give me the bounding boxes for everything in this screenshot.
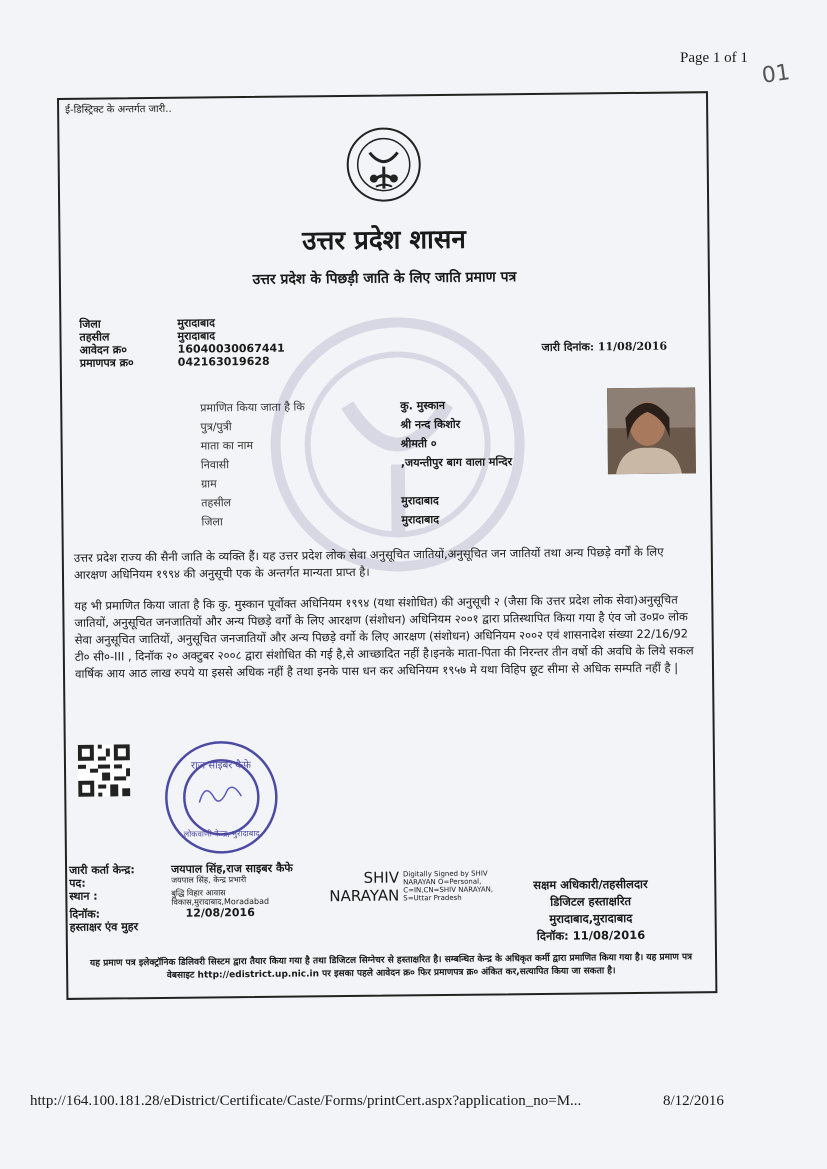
info-value: 16040030067441	[177, 341, 285, 356]
issue-date-label: जारी दिनांक:	[541, 340, 595, 354]
info-label: आवेदन क्र०	[79, 343, 128, 357]
issuer-row	[69, 862, 293, 877]
detail-value: श्रीमती ०	[400, 437, 437, 451]
authority-date-value: 11/08/2016	[572, 927, 646, 943]
issuer-sign-label: हस्ताक्षर एंव मुहर	[69, 920, 139, 934]
issuer-center-label: जारी कर्ता केन्द्र:	[69, 863, 135, 877]
info-label: जिला	[79, 317, 101, 331]
info-label: प्रमाणपत्र क्र०	[79, 356, 134, 370]
qr-code-icon	[78, 744, 131, 797]
signer-name-line: NARAYAN	[329, 886, 400, 906]
issue-date-value: 11/08/2016	[597, 339, 668, 354]
issuer-row	[69, 888, 293, 908]
detail-label: निवासी	[200, 458, 230, 472]
detail-value: मुरादाबाद	[401, 513, 440, 527]
certificate-frame	[57, 91, 717, 1000]
authority-title: सक्षम अधिकारी/तहसीलदार	[533, 876, 648, 893]
issuer-place-value	[171, 888, 269, 907]
certification-paragraph: यह भी प्रमाणित किया जाता है कि कु. मुस्कान पूर्वोक्त अधिनियम १९९४ (यथा संशोधित) की अनुसूची २ (जैसा कि उत्तर प्रदेश लोक सेवा)अनुसूचित जातियों, अनुसूचित जनजातियों और अन्य पिछड़े वर्गों के लिए आरक्षण (संशोधन) अधिनियम २००१ द्वारा प्रतिस्थापित किया गया है एंव जो उ०प्र० लोक सेवा अनुसूचित जातियों, अनुसूचित जनजातियों और अन्य पिछड़े वर्गो के लिए आरक्षण (संशोधन) अधिनियम २००२ एवं शासनादेश संख्या 22/16/92 टी० सी०-III , दिनॉक २० अक्टुबर २००८ द्वारा संशोधित की गई है,से आच्छादित नहीं है।इनके माता-पिता की निरन्तर तीन वर्षो की अवधि के लिये सकल वार्षिक आय आठ लाख रुपये या इससे अधिक नहीं है तथा इनके पास धन कर अधिनियम १९५७ मे यथा विहिप छूट सीमा से अधिक सम्पति नहीं है |	[74, 592, 694, 681]
print-date: 8/12/2016	[663, 1093, 724, 1109]
detail-label: ग्राम	[200, 477, 217, 491]
up-emblem-icon	[345, 126, 422, 203]
detail-label: माता का नाम	[200, 438, 254, 453]
detail-value: मुरादाबाद	[401, 494, 439, 508]
handwritten-number: 01	[760, 60, 792, 89]
applicant-photo	[607, 387, 696, 474]
authority-date-label: दिनॉक:	[536, 928, 569, 944]
detail-label: जिला	[201, 515, 223, 529]
detail-value: ,जयन्तीपुर बाग वाला मन्दिर	[400, 455, 513, 470]
detail-label: तहसील	[201, 496, 232, 510]
caste-statement-paragraph: उत्तर प्रदेश राज्य की सैनी जाति के व्यक्ति हैं। यह उत्तर प्रदेश लोक सेवा अनुसूचित जातियों,अनुसूचित जन जातियों तथा अन्य पिछड़े वर्गों के लिए आरक्षण अधिनियम १९९४ की अनुसूची एक के अन्तर्गत मान्यता प्राप्त है।	[73, 544, 664, 582]
issuer-place-label: स्थान :	[69, 889, 98, 903]
authority-digital-sign: डिजिटल हस्ताक्षरित	[550, 894, 632, 909]
issuer-row	[70, 919, 294, 934]
print-url: http://164.100.181.28/eDistrict/Certificate/Caste/Forms/printCert.aspx?application_no=M...	[30, 1093, 582, 1109]
issuer-date-label: दिनॉक:	[69, 907, 101, 921]
signature-detail: Digitally Signed by SHIV NARAYAN O=Personal, C=IN,CN=SHIV NARAYAN, S=Uttar Pradesh	[402, 869, 494, 903]
issuing-center	[69, 862, 294, 934]
signer-name	[329, 868, 399, 905]
issuer-center-value: जयपाल सिंह,राज साइबर कैफे	[171, 861, 293, 876]
center-seal-stamp	[161, 738, 282, 857]
issuer-post-value: जयपाल सिंह, केन्द्र प्रभारी	[171, 875, 247, 885]
page-number: Page 1 of 1	[680, 50, 748, 66]
issuer-date-value: 12/08/2016	[185, 905, 255, 920]
issuer-post-label: पद:	[69, 876, 86, 890]
authority-location: मुरादाबाद,मुरादाबाद	[549, 911, 633, 926]
applicant-details	[200, 397, 513, 533]
certificate-info	[79, 316, 285, 370]
issuer-place-line: विकास,मुरादाबाद,Moradabad	[171, 896, 270, 907]
competent-authority	[533, 876, 648, 945]
signer-name-line: SHIV	[363, 868, 400, 887]
verification-footnote: यह प्रमाण पत्र इलेक्ट्रॉनिक डिलिवरी सिस्टम द्वारा तैयार किया गया है तथा डिजिटल सिग्नेचर से हस्ताक्षरित है। सम्बन्धित केन्द्र के अधिकृत कर्मी द्वारा प्रमाणित किया गया है। यह प्रमाण पत्र वेबसाइट http://edistrict.up.nic.in पर इसका पहले आवेदन क्र० फिर प्रमाणपत्र क्र० अंकित कर,सत्यापित किया जा सकता है।	[89, 952, 693, 981]
info-label: तहसील	[79, 330, 110, 344]
info-value: मुरादाबाद	[177, 329, 216, 343]
digital-signature	[329, 867, 493, 905]
detail-row	[201, 511, 512, 533]
detail-label: प्रमाणित किया जाता है कि	[200, 400, 305, 415]
seal-top-text: राज साइबर कैफे	[190, 760, 252, 772]
authority-date	[534, 927, 649, 945]
info-value: मुरादाबाद	[177, 316, 216, 330]
seal-bottom-text: लोकवाणी केन्द्र, मुरादाबाद	[183, 828, 260, 839]
detail-row	[201, 454, 512, 476]
info-value: 042163019628	[177, 354, 270, 369]
issued-under-label: ई-डिस्ट्रिक्ट के अन्तर्गत जारी..	[65, 103, 172, 116]
detail-label: पुत्र/पुत्री	[200, 420, 232, 434]
certificate-title: उत्तर प्रदेश के पिछड़ी जाति के लिए जाति प्रमाण पत्र	[252, 269, 517, 288]
info-row	[80, 355, 285, 370]
state-government-title: उत्तर प्रदेश शासन	[302, 224, 466, 257]
issuer-place-line: बुद्धि विहार आवास	[171, 888, 226, 898]
detail-value: श्री नन्द किशोर	[400, 417, 461, 432]
detail-value: कु. मुस्कान	[400, 398, 446, 413]
issue-date	[542, 339, 668, 355]
